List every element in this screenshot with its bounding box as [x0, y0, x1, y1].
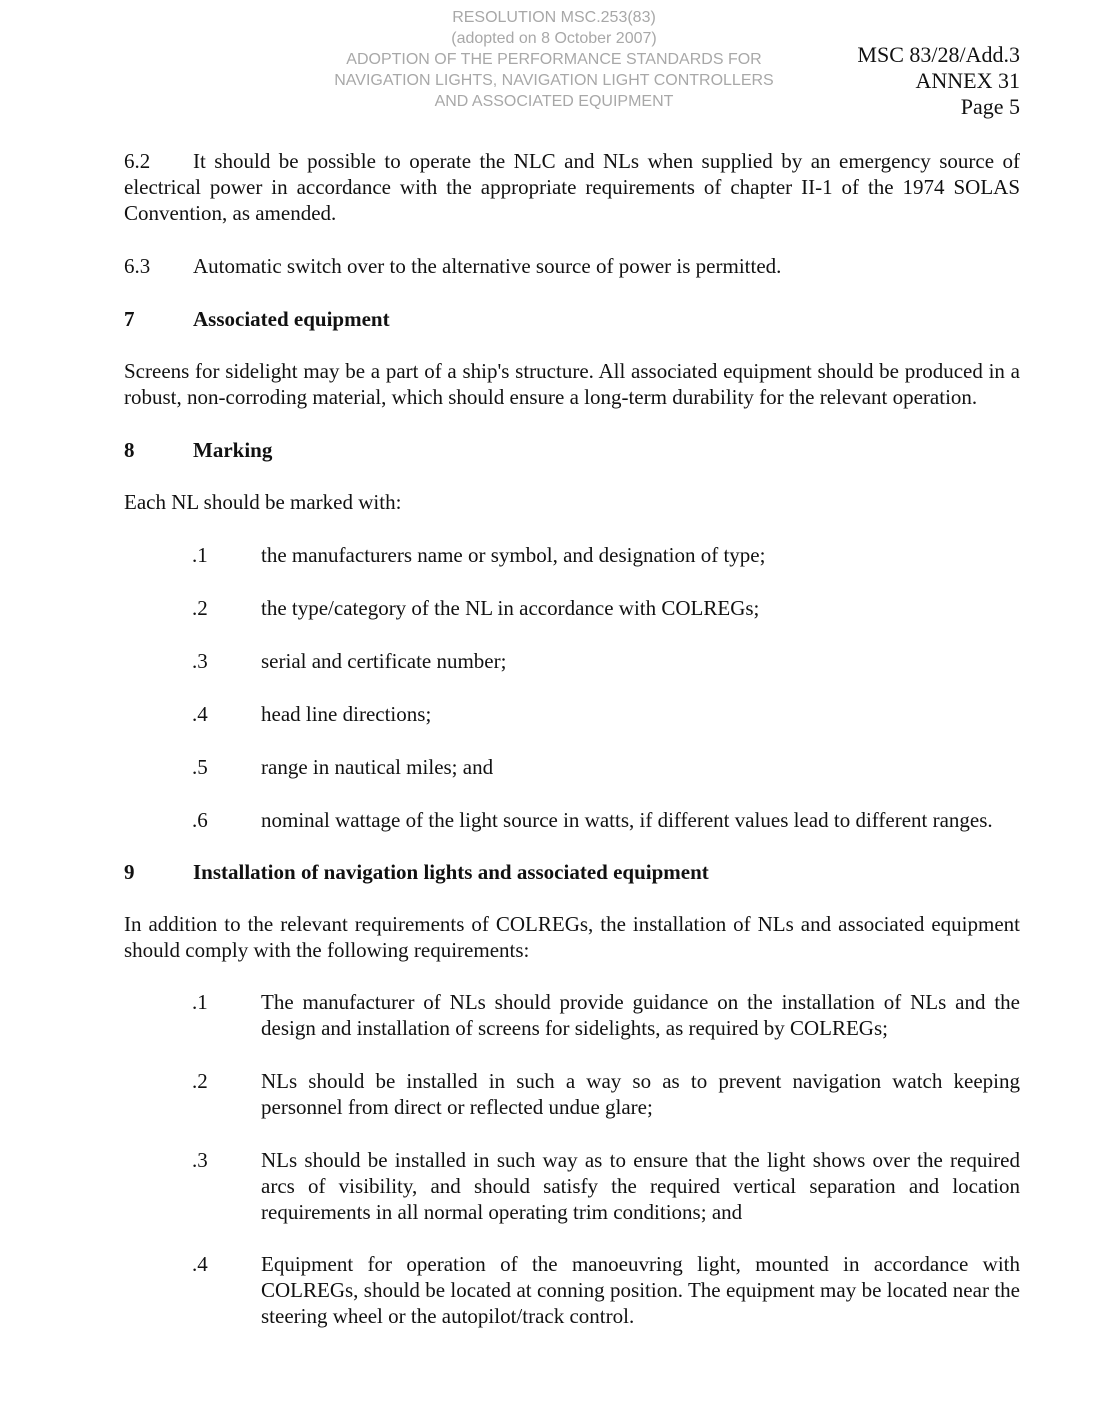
- list-item: [124, 595, 1020, 621]
- section-7-body: Screens for sidelight may be a part of a ship's structure. All associated equipment should be produced in a robust, non-corroding material, which should ensure a long-term durability for the relevant operation.: [124, 359, 1020, 409]
- list-marker: .2: [192, 1069, 208, 1093]
- list-marker: .3: [192, 649, 208, 673]
- document-body: [124, 148, 1020, 1329]
- list-item: [124, 807, 1020, 833]
- paragraph-6-2: [124, 148, 1020, 226]
- marking-list: [124, 542, 1020, 833]
- list-item-text: the manufacturers name or symbol, and designation of type;: [261, 543, 766, 567]
- list-item-text: NLs should be installed in such way as to ensure that the light shows over the required arcs of visibility, and should satisfy the required vertical separation and location requirements in all normal operating trim conditions; and: [261, 1148, 1020, 1224]
- list-item-text: Equipment for operation of the manoeuvring light, mounted in accordance with COLREGs, should be located at conning position. The equipment may be located near the steering wheel or the autopilot/track control.: [261, 1252, 1020, 1328]
- list-marker: .3: [192, 1148, 208, 1172]
- section-number: 7: [124, 307, 135, 331]
- section-8-intro: Each NL should be marked with:: [124, 490, 402, 514]
- list-marker: .1: [192, 990, 208, 1014]
- list-marker: .6: [192, 808, 208, 832]
- list-marker: .2: [192, 596, 208, 620]
- annex-label: ANNEX 31: [915, 68, 1020, 93]
- list-item-text: serial and certificate number;: [261, 649, 507, 673]
- watermark-line: RESOLUTION MSC.253(83): [452, 9, 656, 26]
- list-marker: .4: [192, 1252, 208, 1276]
- list-item: [124, 1068, 1020, 1120]
- section-heading-7: [124, 306, 1020, 332]
- list-item-text: range in nautical miles; and: [261, 755, 494, 779]
- section-9-intro: In addition to the relevant requirements of COLREGs, the installation of NLs and associated equipment should comply with the following requirements:: [124, 912, 1020, 962]
- list-item-text: NLs should be installed in such a way so as to prevent navigation watch keeping personnel from direct or reflected undue glare;: [261, 1069, 1020, 1119]
- document-symbol: MSC 83/28/Add.3: [857, 42, 1020, 67]
- list-item: [124, 648, 1020, 674]
- section-title: Associated equipment: [193, 307, 390, 331]
- list-item: [124, 701, 1020, 727]
- paragraph-6-3: [124, 253, 1020, 279]
- list-item-text: head line directions;: [261, 702, 432, 726]
- watermark-line: AND ASSOCIATED EQUIPMENT: [434, 93, 674, 110]
- list-item: [124, 1147, 1020, 1225]
- list-marker: .4: [192, 702, 208, 726]
- paragraph-text: Automatic switch over to the alternative source of power is permitted.: [193, 254, 782, 278]
- paragraph-number: 6.2: [124, 149, 151, 173]
- paragraph-number: 6.3: [124, 254, 151, 278]
- list-item: [124, 754, 1020, 780]
- section-heading-8: [124, 437, 1020, 463]
- list-item: [124, 542, 1020, 568]
- watermark-line: (adopted on 8 October 2007): [451, 30, 657, 47]
- document-reference: [857, 42, 1020, 120]
- watermark-line: ADOPTION OF THE PERFORMANCE STANDARDS FOR: [346, 51, 762, 68]
- list-marker: .5: [192, 755, 208, 779]
- list-marker: .1: [192, 543, 208, 567]
- watermark-line: NAVIGATION LIGHTS, NAVIGATION LIGHT CONTROLLERS: [334, 72, 774, 89]
- list-item-text: nominal wattage of the light source in watts, if different values lead to different ranges.: [261, 808, 993, 832]
- section-title: Marking: [193, 438, 273, 462]
- installation-list: [124, 989, 1020, 1329]
- list-item: [124, 989, 1020, 1041]
- list-item-text: the type/category of the NL in accordance with COLREGs;: [261, 596, 760, 620]
- section-title: Installation of navigation lights and associated equipment: [193, 860, 709, 884]
- section-heading-9: [124, 859, 1020, 885]
- resolution-watermark: [300, 7, 808, 112]
- section-number: 9: [124, 860, 135, 884]
- page-number: Page 5: [960, 94, 1020, 119]
- list-item-text: The manufacturer of NLs should provide guidance on the installation of NLs and the design and installation of screens for sidelights, as required by COLREGs;: [261, 990, 1020, 1040]
- list-item: [124, 1251, 1020, 1329]
- paragraph-text: It should be possible to operate the NLC and NLs when supplied by an emergency source of electrical power in accordance with the appropriate requirements of chapter II-1 of the 1974 SOLAS Convention, as amended.: [124, 149, 1020, 225]
- section-number: 8: [124, 438, 135, 462]
